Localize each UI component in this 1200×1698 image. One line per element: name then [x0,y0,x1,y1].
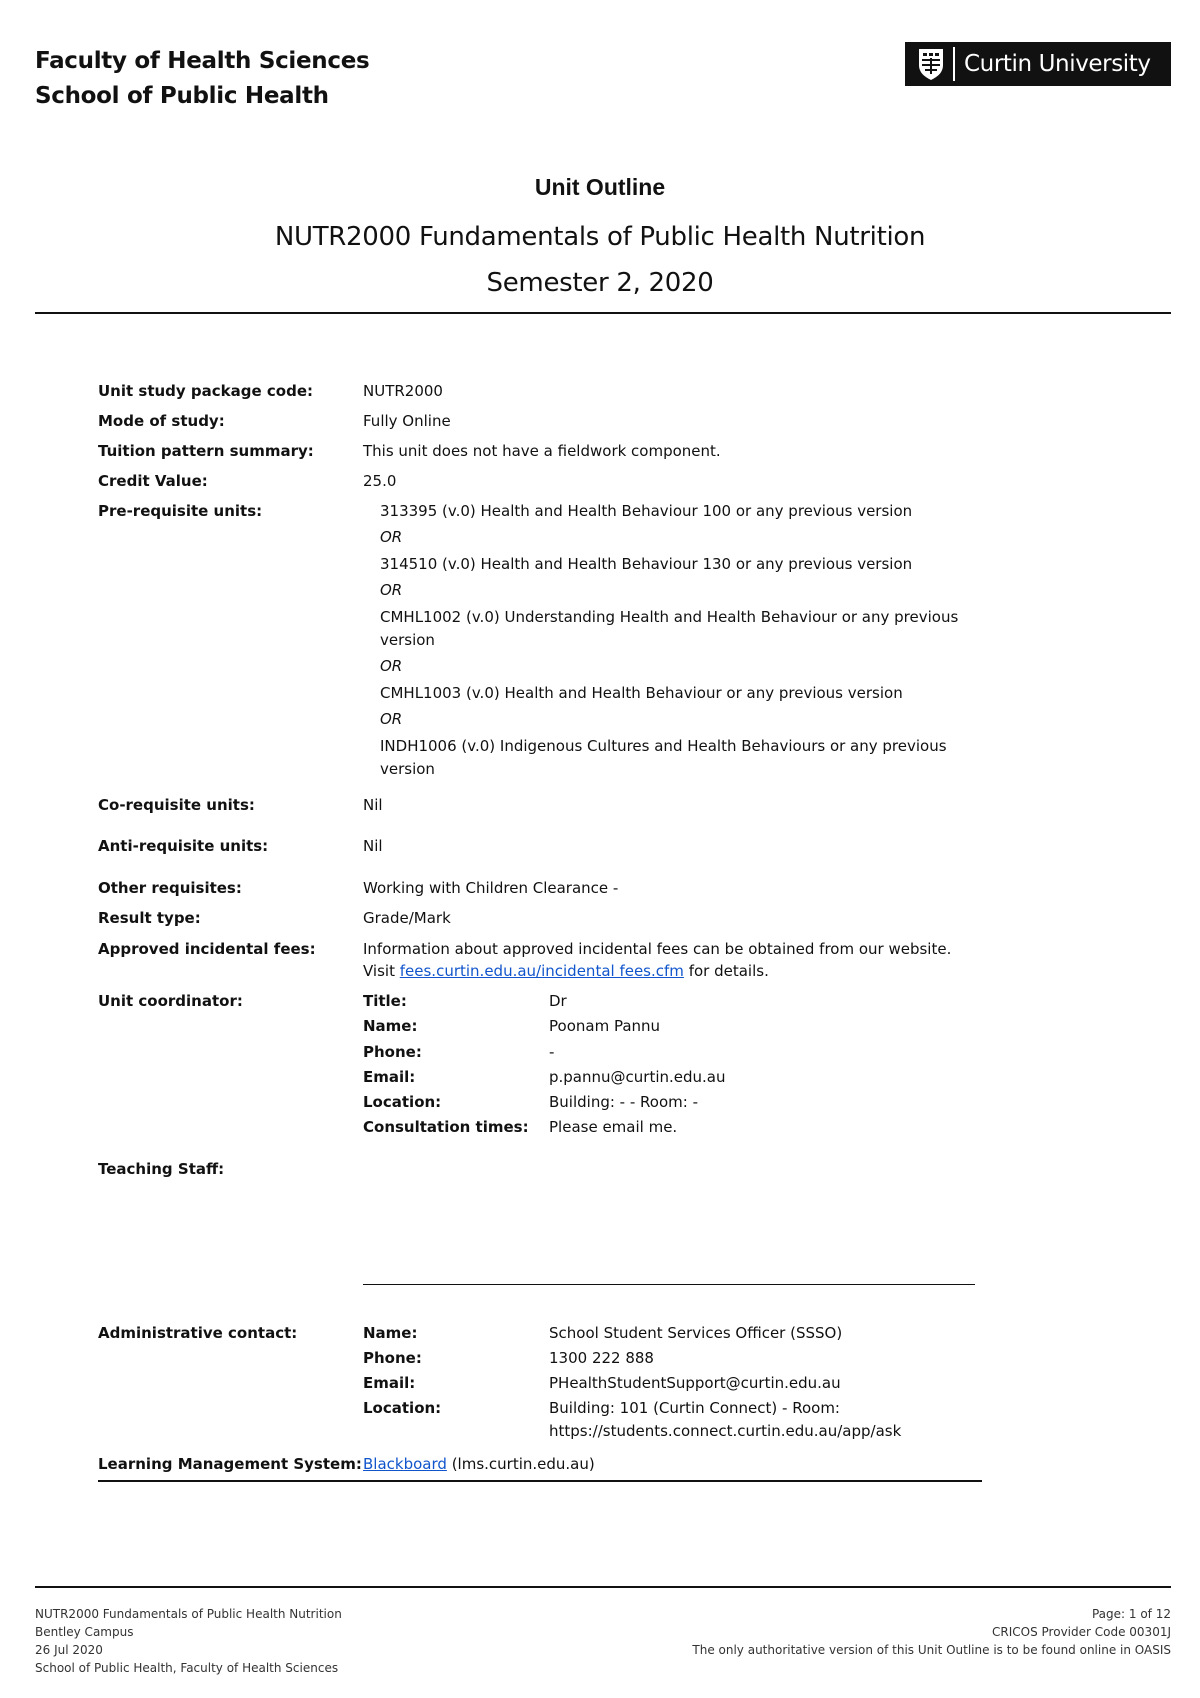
prereq-or: OR [380,528,403,546]
faculty-name: Faculty of Health Sciences [35,48,370,74]
semester-heading: Semester 2, 2020 [486,268,714,298]
lms-label: Learning Management System: [98,1455,362,1473]
admin-location-label: Location: [363,1399,442,1417]
prereq-item: 313395 (v.0) Health and Health Behaviour 100 or any previous version [380,502,913,520]
coordinator-email: p.pannu@curtin.edu.au [549,1068,726,1086]
tuition-label: Tuition pattern summary: [98,442,314,460]
footer-authoritative-note: The only authoritative version of this Unit Outline is to be found online in OASIS [692,1643,1171,1657]
other-requisites-label: Other requisites: [98,879,242,897]
coordinator-location: Building: - - Room: - [549,1093,698,1111]
coordinator-title-label: Title: [363,992,407,1010]
prereq-or: OR [380,657,403,675]
coordinator-location-label: Location: [363,1093,442,1111]
admin-phone-label: Phone: [363,1349,422,1367]
coordinator-label: Unit coordinator: [98,992,243,1010]
fees-visit-line [363,962,769,980]
consultation-label: Consultation times: [363,1118,529,1136]
prereq-item: 314510 (v.0) Health and Health Behaviour 130 or any previous version [380,555,913,573]
credit-value: 25.0 [363,472,397,490]
consultation-times: Please email me. [549,1118,678,1136]
result-type-label: Result type: [98,909,201,927]
fees-link[interactable]: fees.curtin.edu.au/incidental fees.cfm [399,962,684,980]
coreq-value: Nil [363,796,383,814]
study-package-label: Unit study package code: [98,382,313,400]
coordinator-phone: - [549,1043,555,1061]
admin-location-url: https://students.connect.curtin.edu.au/app/ask [549,1422,902,1440]
teaching-staff-divider [363,1284,975,1285]
lms-value [363,1455,595,1473]
credit-label: Credit Value: [98,472,208,490]
title-divider [35,312,1171,314]
logo-divider [953,47,955,81]
mode-value: Fully Online [363,412,451,430]
coordinator-name: Poonam Pannu [549,1017,661,1035]
teaching-staff-label: Teaching Staff: [98,1160,225,1178]
coordinator-email-label: Email: [363,1068,416,1086]
logo-text: Curtin University [964,51,1151,77]
coreq-label: Co-requisite units: [98,796,255,814]
prereq-label: Pre-requisite units: [98,502,263,520]
footer-page-number: Page: 1 of 12 [1091,1607,1171,1621]
coordinator-name-label: Name: [363,1017,418,1035]
blackboard-link[interactable]: Blackboard [363,1455,447,1473]
tuition-value: This unit does not have a fieldwork component. [363,442,721,460]
fees-visit-text: Visit [363,962,395,980]
faculty-heading [35,44,369,114]
antireq-value: Nil [363,837,383,855]
admin-phone: 1300 222 888 [549,1349,654,1367]
footer-date: 26 Jul 2020 [35,1643,103,1657]
prereq-or: OR [380,581,403,599]
admin-contact-label: Administrative contact: [98,1324,298,1342]
prereq-or: OR [380,710,403,728]
admin-name: School Student Services Officer (SSSO) [549,1324,843,1342]
prereq-item-continued: version [380,631,435,649]
unit-title: NUTR2000 Fundamentals of Public Health Nutrition [274,222,926,252]
mode-label: Mode of study: [98,412,225,430]
prereq-item: INDH1006 (v.0) Indigenous Cultures and Health Behaviours or any previous [380,737,947,755]
coordinator-phone-label: Phone: [363,1043,422,1061]
admin-name-label: Name: [363,1324,418,1342]
admin-location: Building: 101 (Curtin Connect) - Room: [549,1399,840,1417]
result-type-value: Grade/Mark [363,909,451,927]
lms-divider [98,1480,982,1482]
curtin-crest-icon [917,47,945,81]
footer-unit: NUTR2000 Fundamentals of Public Health Nutrition [35,1607,342,1621]
lms-url-text: (lms.curtin.edu.au) [451,1455,595,1473]
footer-cricos: CRICOS Provider Code 00301J [992,1625,1171,1639]
fees-after-text: for details. [688,962,769,980]
curtin-logo [905,42,1171,86]
coordinator-title: Dr [549,992,567,1010]
fees-info: Information about approved incidental fees can be obtained from our website. [363,940,952,958]
document-type-heading: Unit Outline [534,174,666,200]
footer-campus: Bentley Campus [35,1625,134,1639]
prereq-item-continued: version [380,760,435,778]
other-requisites-value: Working with Children Clearance - [363,879,619,897]
school-name: School of Public Health [35,83,329,109]
admin-email-label: Email: [363,1374,416,1392]
admin-email: PHealthStudentSupport@curtin.edu.au [549,1374,841,1392]
fees-label: Approved incidental fees: [98,940,316,958]
prereq-item: CMHL1003 (v.0) Health and Health Behaviour or any previous version [380,684,903,702]
antireq-label: Anti-requisite units: [98,837,269,855]
study-package-value: NUTR2000 [363,382,443,400]
footer-school: School of Public Health, Faculty of Health Sciences [35,1661,339,1675]
prereq-item: CMHL1002 (v.0) Understanding Health and Health Behaviour or any previous [380,608,959,626]
footer-divider [35,1586,1171,1588]
